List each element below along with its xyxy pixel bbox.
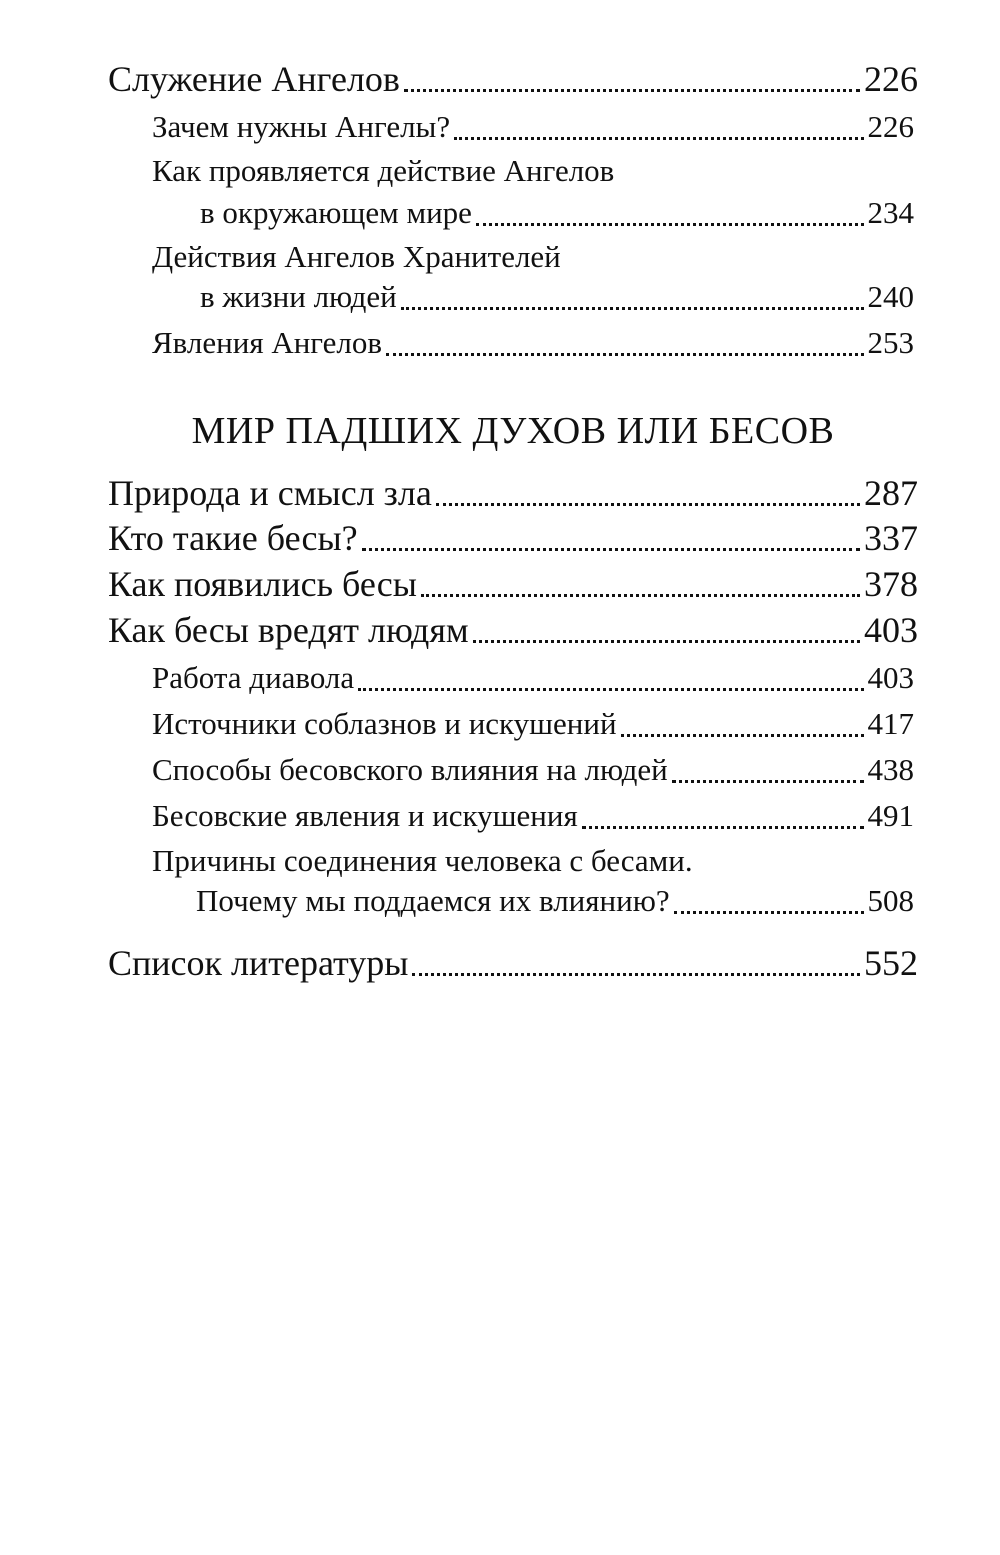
toc-entry-page: 403 <box>864 610 918 650</box>
toc-entry-page: 337 <box>864 518 918 558</box>
dot-leader <box>476 193 864 226</box>
toc-entry-page: 508 <box>867 883 914 918</box>
toc-entry-title: Явления Ангелов <box>152 325 382 360</box>
dot-leader <box>412 943 860 976</box>
dot-leader <box>674 881 864 914</box>
toc-entry <box>0 940 1000 986</box>
toc-entry-title: Причины соединения человека с бесами. <box>152 843 693 878</box>
toc-entry-title: Источники соблазнов и искушений <box>152 706 617 741</box>
toc-entry-title: Как бесы вредят людям <box>108 610 469 650</box>
toc-entry-page: 226 <box>867 109 914 144</box>
toc-entry-title-cont: Почему мы поддаемся их влиянию? <box>196 883 670 918</box>
dot-leader <box>436 473 860 506</box>
dot-leader <box>454 107 863 140</box>
dot-leader <box>362 518 860 551</box>
toc-entry-page: 417 <box>867 706 914 741</box>
toc-subentry-line2 <box>0 190 1000 236</box>
toc-entry-page: 226 <box>864 59 918 99</box>
toc-entry-title: Кто такие бесы? <box>108 518 358 558</box>
dot-leader <box>358 658 863 691</box>
toc-subentry-line2 <box>0 274 1000 320</box>
toc-entry <box>0 470 1000 516</box>
toc-entry-page: 253 <box>867 325 914 360</box>
toc-entry-title: Способы бесовского влияния на людей <box>152 752 668 787</box>
toc-entry-title: Как проявляется действие Ангелов <box>152 153 615 188</box>
dot-leader <box>473 610 860 643</box>
toc-subentry <box>0 747 1000 793</box>
toc-entry <box>0 607 1000 653</box>
dot-leader <box>386 323 864 356</box>
toc-entry-title: Природа и смысл зла <box>108 473 432 513</box>
toc-entry-page: 552 <box>864 943 918 983</box>
dot-leader <box>404 59 860 92</box>
toc-entry-page: 378 <box>864 564 918 604</box>
toc-entry-page: 240 <box>867 279 914 314</box>
toc-entry-page: 438 <box>867 752 914 787</box>
section-heading: МИР ПАДШИХ ДУХОВ ИЛИ БЕСОВ <box>191 410 835 452</box>
toc-entry-page: 234 <box>867 195 914 230</box>
toc-subentry <box>0 104 1000 150</box>
toc-subentry <box>0 793 1000 839</box>
toc-entry-title: Как появились бесы <box>108 564 417 604</box>
dot-leader <box>582 796 864 829</box>
toc-entry <box>0 515 1000 561</box>
toc-entry-title: Бесовские явления и искушения <box>152 798 578 833</box>
toc-subentry-line1 <box>0 148 1000 194</box>
toc-subentry <box>0 655 1000 701</box>
toc-subentry <box>0 701 1000 747</box>
toc-subentry-line2 <box>0 878 1000 924</box>
toc-entry-title: Действия Ангелов Хранителей <box>152 239 561 274</box>
toc-entry-title: Служение Ангелов <box>108 59 400 99</box>
toc-entry-title-cont: в окружающем мире <box>200 195 472 230</box>
dot-leader <box>401 277 864 310</box>
toc-entry-title: Зачем нужны Ангелы? <box>152 109 451 144</box>
dot-leader <box>421 564 860 597</box>
toc-entry-page: 491 <box>867 798 914 833</box>
toc-entry-title: Работа диавола <box>152 660 355 695</box>
toc-entry-title: Список литературы <box>108 943 409 983</box>
dot-leader <box>672 750 864 783</box>
dot-leader <box>621 704 864 737</box>
toc-entry-page: 403 <box>867 660 914 695</box>
toc-subentry <box>0 320 1000 366</box>
toc-entry-page: 287 <box>864 473 918 513</box>
toc-entry-title-cont: в жизни людей <box>200 279 397 314</box>
toc-entry <box>0 561 1000 607</box>
toc-entry <box>0 56 1000 102</box>
